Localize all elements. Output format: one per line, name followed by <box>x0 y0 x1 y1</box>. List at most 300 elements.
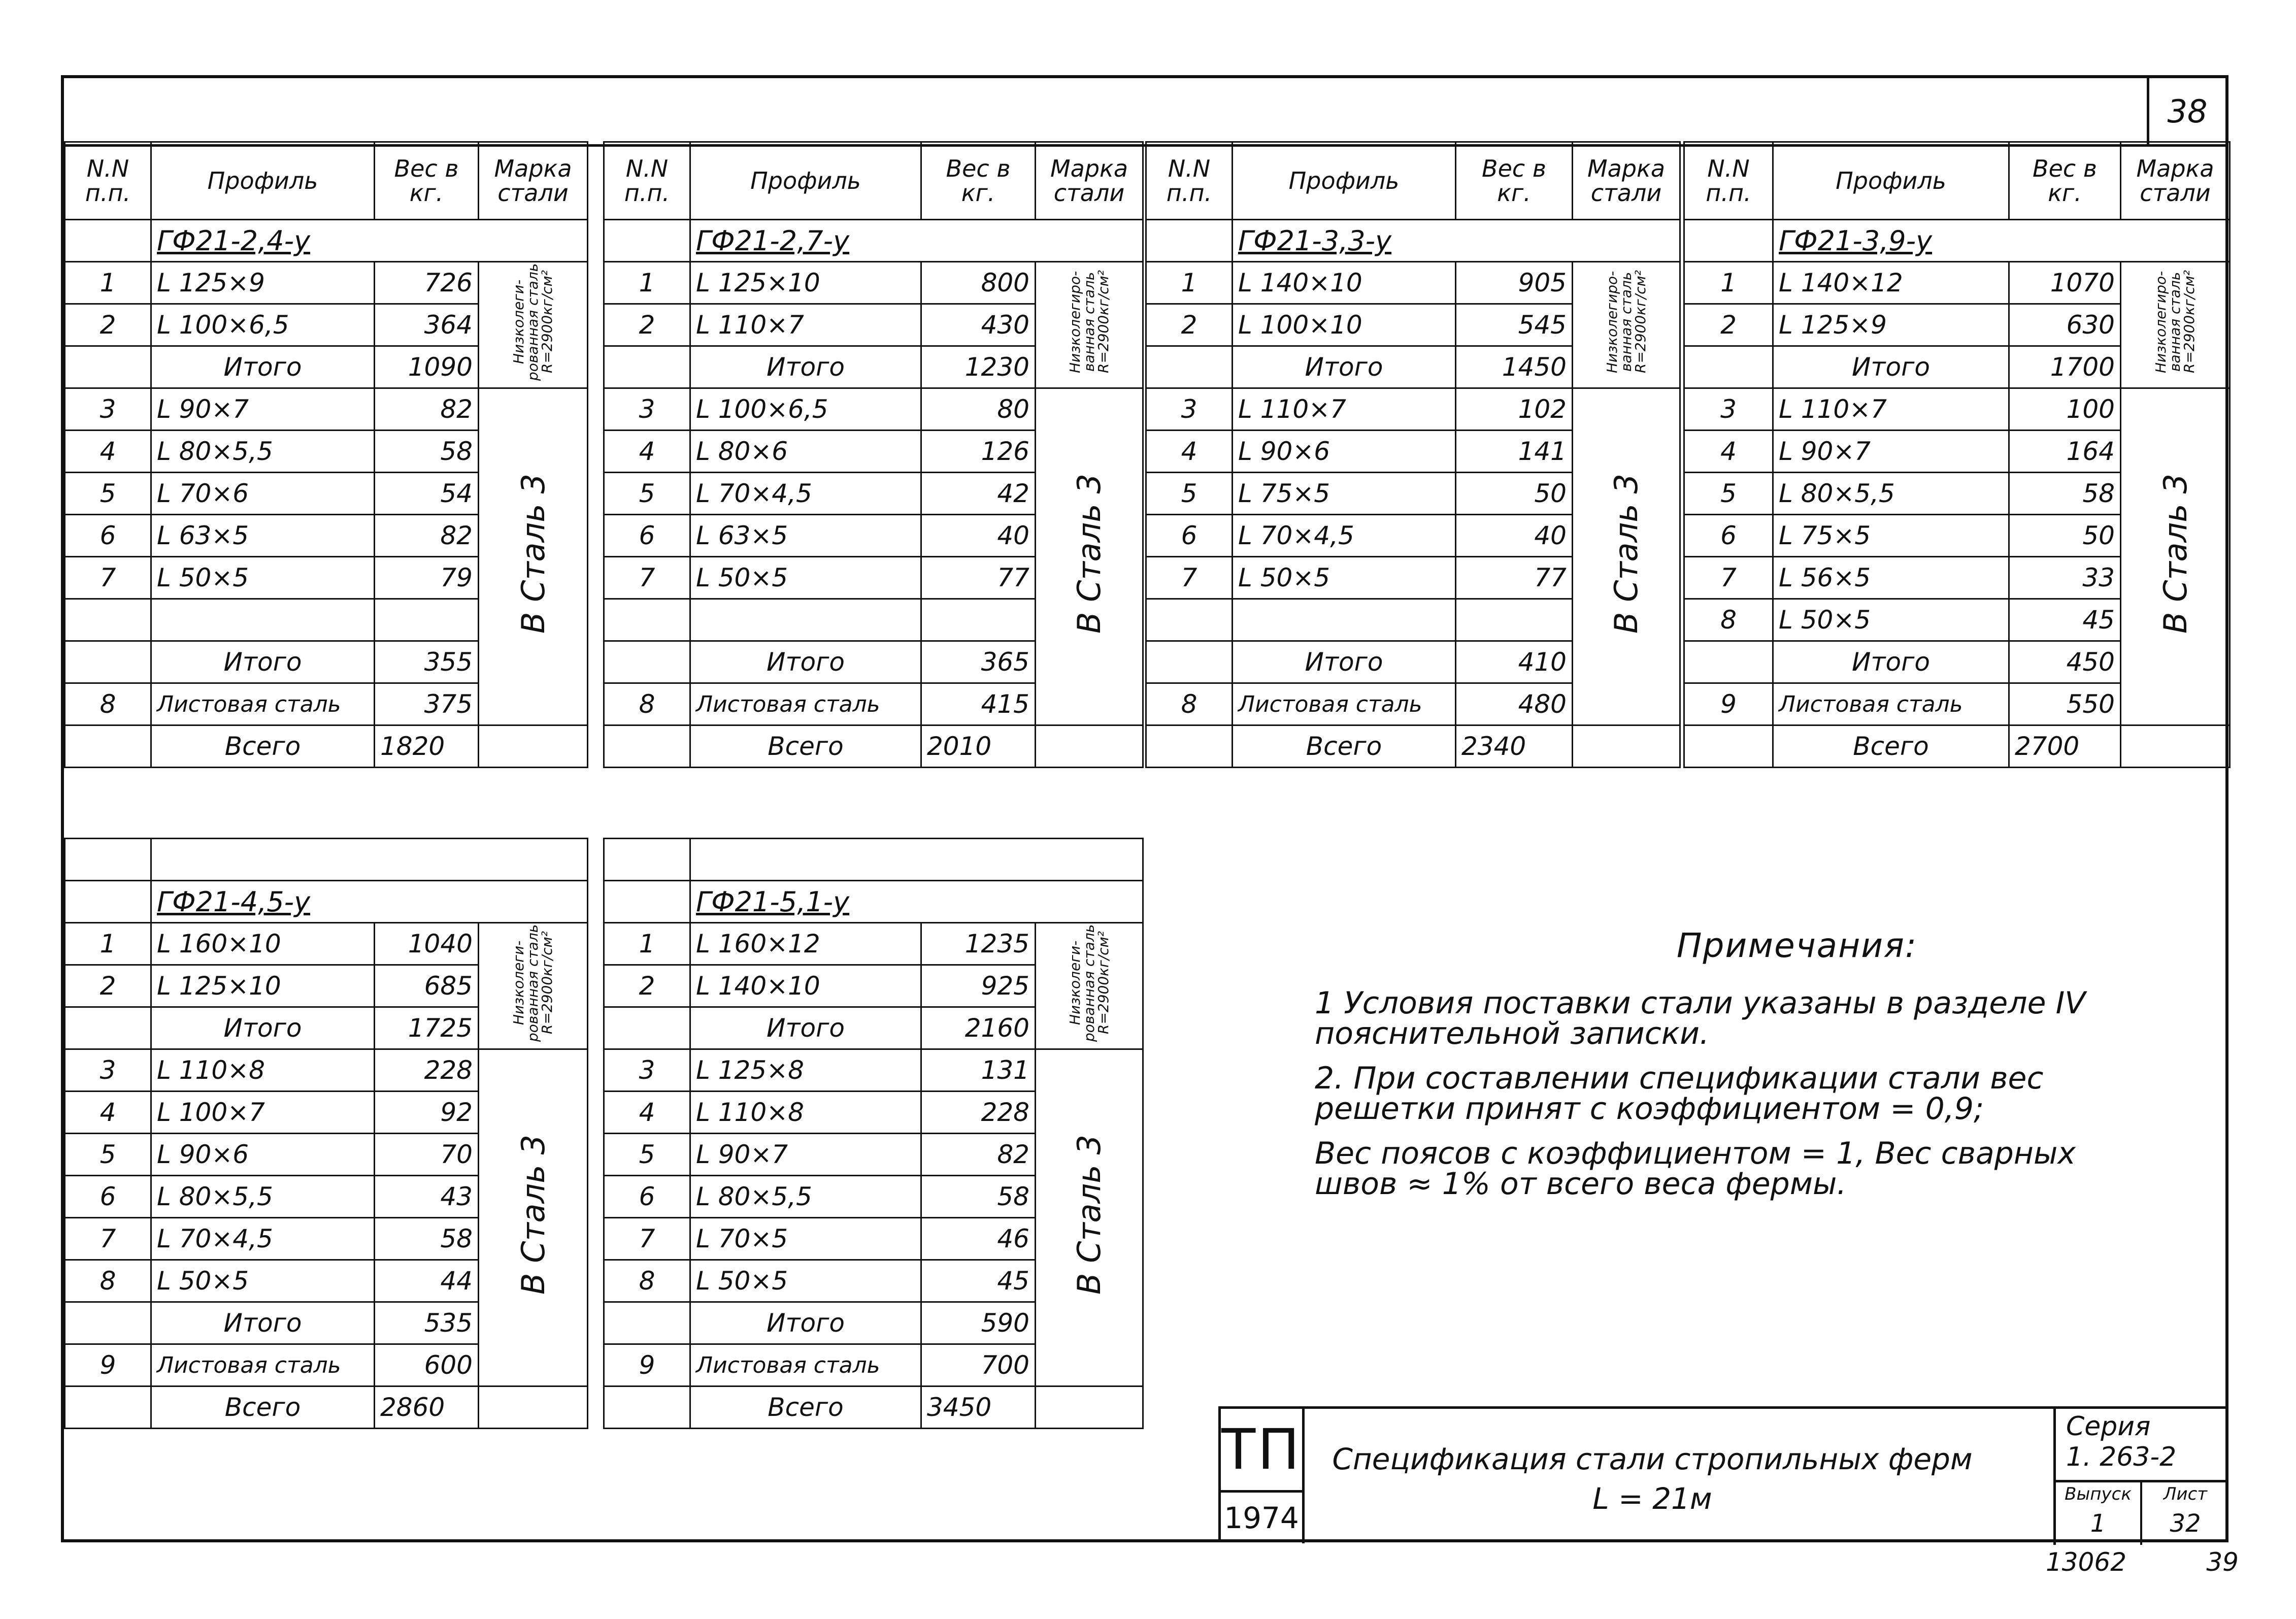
row-weight: 58 <box>921 1176 1036 1218</box>
empty-cell <box>604 1386 690 1429</box>
row-weight: 77 <box>1456 557 1573 599</box>
header-grade: Марка стали <box>2121 142 2230 220</box>
header-profile: Профиль <box>151 142 375 220</box>
row-weight: 228 <box>921 1092 1036 1134</box>
row-weight: 43 <box>375 1176 479 1218</box>
title-spacer <box>604 881 690 923</box>
grand-total-label: Всего <box>151 1386 375 1429</box>
title-spacer <box>604 220 690 262</box>
row-weight: 54 <box>375 473 479 515</box>
row-number: 6 <box>604 1176 690 1218</box>
leaf-box <box>2142 1482 2228 1545</box>
row-profile: L 140×10 <box>690 965 921 1007</box>
row-profile: L 75×5 <box>1233 473 1456 515</box>
row-weight: 630 <box>2009 304 2121 346</box>
row-number: 6 <box>1146 515 1233 557</box>
spec-table-1 <box>64 141 588 768</box>
row-profile: L 100×7 <box>151 1092 375 1134</box>
st3-grade-cell <box>2121 388 2230 725</box>
row-weight: 600 <box>375 1344 479 1386</box>
row-number: 7 <box>604 1218 690 1260</box>
row-number: 4 <box>1146 431 1233 473</box>
row-number: 4 <box>1684 431 1773 473</box>
row-number: 4 <box>65 1092 151 1134</box>
web-total-value: 355 <box>375 641 479 683</box>
sheet-number: 38 <box>2147 78 2225 147</box>
st3-grade: В Сталь 3 <box>514 1135 552 1295</box>
web-total-value: 535 <box>375 1302 479 1344</box>
st3-grade-cell <box>1036 1049 1143 1386</box>
spec-table-3 <box>1145 141 1681 768</box>
row-profile: L 50×5 <box>151 557 375 599</box>
row-number: 5 <box>604 1134 690 1176</box>
web-total-label: Итого <box>1233 641 1456 683</box>
empty-cell <box>1684 641 1773 683</box>
row-profile: L 100×6,5 <box>690 388 921 431</box>
row-profile: L 90×7 <box>151 388 375 431</box>
row-profile: L 110×8 <box>151 1049 375 1092</box>
row-weight: 228 <box>375 1049 479 1092</box>
header-no: N.N п.п. <box>1684 142 1773 220</box>
row-number: 7 <box>1684 557 1773 599</box>
row-weight: 800 <box>921 262 1036 304</box>
leaf-value: 32 <box>2170 1509 2201 1538</box>
spacer-cell <box>604 839 690 881</box>
title-spacer <box>1146 220 1233 262</box>
row-weight: 50 <box>1456 473 1573 515</box>
row-profile: L 70×4,5 <box>151 1218 375 1260</box>
row-number: 2 <box>604 965 690 1007</box>
row-weight: 42 <box>921 473 1036 515</box>
header-no: N.N п.п. <box>604 142 690 220</box>
row-weight: 141 <box>1456 431 1573 473</box>
empty-cell <box>1036 725 1143 768</box>
row-weight <box>1456 599 1573 641</box>
truss-mark: ГФ21-5,1-у <box>696 885 850 918</box>
empty-cell <box>479 725 588 768</box>
row-number: 9 <box>1684 683 1773 725</box>
low-alloy-grade-cell <box>1036 262 1143 388</box>
row-profile: L 125×10 <box>151 965 375 1007</box>
issue-value: 1 <box>2090 1509 2106 1538</box>
row-profile: L 110×7 <box>690 304 921 346</box>
row-number: 4 <box>65 431 151 473</box>
mark-cell <box>690 220 1143 262</box>
row-profile: L 125×9 <box>1773 304 2009 346</box>
chord-total-value: 2160 <box>921 1007 1036 1049</box>
spacer-cell <box>151 839 588 881</box>
row-profile: L 90×7 <box>1773 431 2009 473</box>
series-value: 1. 263-2 <box>2066 1441 2177 1472</box>
grand-total-label: Всего <box>151 725 375 768</box>
mark-cell <box>151 881 588 923</box>
row-weight: 415 <box>921 683 1036 725</box>
tp-mark: ТП <box>1221 1409 1305 1493</box>
spec-table-2 <box>603 141 1144 768</box>
row-profile: L 80×5,5 <box>151 431 375 473</box>
row-profile: Листовая сталь <box>1773 683 2009 725</box>
row-number: 7 <box>1146 557 1233 599</box>
footer-codes <box>2046 1547 2239 1577</box>
st3-grade-cell <box>479 1049 588 1386</box>
low-alloy-grade: Низколегиро-ванная сталь R=2900кг/см² <box>2152 270 2198 374</box>
spacer-cell <box>65 839 151 881</box>
grand-total-label: Всего <box>1773 725 2009 768</box>
web-total-value: 410 <box>1456 641 1573 683</box>
row-profile: Листовая сталь <box>690 1344 921 1386</box>
row-weight: 100 <box>2009 388 2121 431</box>
row-number: 5 <box>65 473 151 515</box>
row-profile: L 100×6,5 <box>151 304 375 346</box>
grand-total-value: 3450 <box>921 1386 1036 1429</box>
row-profile: L 110×7 <box>1773 388 2009 431</box>
grand-total-value: 2340 <box>1456 725 1573 768</box>
truss-mark: ГФ21-3,9-у <box>1779 224 1933 257</box>
header-grade: Марка стали <box>1573 142 1680 220</box>
note-2: 2. При составлении спецификации стали вес решетки принят с коэффициентом = 0,9; <box>1315 1061 2044 1127</box>
low-alloy-grade-cell <box>1573 262 1680 388</box>
row-profile <box>151 599 375 641</box>
empty-cell <box>604 725 690 768</box>
stamp-year: 1974 <box>1221 1493 1305 1543</box>
spec-table-6 <box>603 838 1144 1429</box>
mark-cell <box>1773 220 2230 262</box>
issue-box <box>2053 1482 2142 1545</box>
chord-total-value: 1090 <box>375 346 479 388</box>
archive-code: 13062 <box>2046 1547 2127 1577</box>
leaf-label: Лист <box>2163 1484 2208 1504</box>
row-profile: L 80×6 <box>690 431 921 473</box>
title-spacer <box>65 881 151 923</box>
low-alloy-grade-cell <box>479 262 588 388</box>
row-number: 7 <box>604 557 690 599</box>
row-weight: 925 <box>921 965 1036 1007</box>
truss-mark: ГФ21-4,5-у <box>157 885 311 918</box>
title-spacer <box>65 220 151 262</box>
low-alloy-grade: Низколеги-рованная сталь R=2900кг/см² <box>510 924 555 1042</box>
grand-total-value: 2700 <box>2009 725 2121 768</box>
row-weight: 40 <box>1456 515 1573 557</box>
chord-total-label: Итого <box>151 346 375 388</box>
row-profile: L 110×7 <box>1233 388 1456 431</box>
web-total-label: Итого <box>151 1302 375 1344</box>
low-alloy-grade: Низколегиро-ванная сталь R=2900кг/см² <box>1603 270 1649 374</box>
header-profile: Профиль <box>1233 142 1456 220</box>
row-number: 5 <box>1684 473 1773 515</box>
row-number: 7 <box>65 1218 151 1260</box>
row-weight: 33 <box>2009 557 2121 599</box>
row-profile: L 140×12 <box>1773 262 2009 304</box>
row-number: 3 <box>65 388 151 431</box>
row-number: 2 <box>65 965 151 1007</box>
row-number: 3 <box>1146 388 1233 431</box>
row-profile: L 70×6 <box>151 473 375 515</box>
row-weight: 126 <box>921 431 1036 473</box>
row-number: 1 <box>1146 262 1233 304</box>
row-profile: L 125×9 <box>151 262 375 304</box>
web-total-value: 365 <box>921 641 1036 683</box>
row-profile: L 100×10 <box>1233 304 1456 346</box>
row-number: 9 <box>604 1344 690 1386</box>
truss-mark: ГФ21-3,3-у <box>1238 224 1392 257</box>
row-profile <box>690 599 921 641</box>
row-profile: L 80×5,5 <box>151 1176 375 1218</box>
low-alloy-grade: Низколеги-рованная сталь R=2900кг/см² <box>510 263 555 381</box>
row-number: 8 <box>604 1260 690 1302</box>
title-block <box>1218 1406 2228 1542</box>
row-profile: Листовая сталь <box>151 1344 375 1386</box>
grand-total-value: 2860 <box>375 1386 479 1429</box>
header-weight: Вес в кг. <box>1456 142 1573 220</box>
grand-total-value: 1820 <box>375 725 479 768</box>
row-weight: 905 <box>1456 262 1573 304</box>
page-number: 39 <box>2206 1547 2239 1577</box>
st3-grade: В Сталь 3 <box>2156 474 2194 634</box>
grand-total-label: Всего <box>1233 725 1456 768</box>
empty-cell <box>65 1386 151 1429</box>
row-profile: L 90×6 <box>1233 431 1456 473</box>
row-number: 8 <box>1684 599 1773 641</box>
row-profile: L 125×8 <box>690 1049 921 1092</box>
notes-block <box>1315 926 2152 1213</box>
row-weight: 44 <box>375 1260 479 1302</box>
row-weight: 79 <box>375 557 479 599</box>
row-weight: 50 <box>2009 515 2121 557</box>
row-profile: L 50×5 <box>1773 599 2009 641</box>
row-profile: L 50×5 <box>690 557 921 599</box>
row-weight: 364 <box>375 304 479 346</box>
empty-cell <box>1146 346 1233 388</box>
low-alloy-grade-cell <box>2121 262 2230 388</box>
chord-total-value: 1700 <box>2009 346 2121 388</box>
low-alloy-grade-cell <box>1036 923 1143 1049</box>
row-number <box>65 599 151 641</box>
row-weight: 131 <box>921 1049 1036 1092</box>
row-weight: 80 <box>921 388 1036 431</box>
empty-cell <box>65 1007 151 1049</box>
row-number: 9 <box>65 1344 151 1386</box>
row-profile: L 140×10 <box>1233 262 1456 304</box>
row-weight: 46 <box>921 1218 1036 1260</box>
grand-total-value: 2010 <box>921 725 1036 768</box>
row-profile: L 125×10 <box>690 262 921 304</box>
chord-total-label: Итого <box>1773 346 2009 388</box>
row-weight: 45 <box>921 1260 1036 1302</box>
series-label: Серия <box>2066 1411 2151 1442</box>
row-weight: 82 <box>921 1134 1036 1176</box>
empty-cell <box>604 1302 690 1344</box>
row-weight: 1070 <box>2009 262 2121 304</box>
row-number: 1 <box>604 262 690 304</box>
row-number: 6 <box>65 1176 151 1218</box>
row-number: 2 <box>604 304 690 346</box>
st3-grade: В Сталь 3 <box>1071 474 1108 634</box>
row-weight: 92 <box>375 1092 479 1134</box>
low-alloy-grade-cell <box>479 923 588 1049</box>
row-profile: Листовая сталь <box>690 683 921 725</box>
header-profile: Профиль <box>690 142 921 220</box>
row-number: 3 <box>604 388 690 431</box>
row-number: 5 <box>65 1134 151 1176</box>
row-weight: 77 <box>921 557 1036 599</box>
empty-cell <box>1146 725 1233 768</box>
row-number: 8 <box>604 683 690 725</box>
web-total-value: 450 <box>2009 641 2121 683</box>
row-number: 2 <box>1146 304 1233 346</box>
chord-total-label: Итого <box>151 1007 375 1049</box>
row-weight: 1040 <box>375 923 479 965</box>
header-grade: Марка стали <box>1036 142 1143 220</box>
row-profile: L 70×5 <box>690 1218 921 1260</box>
web-total-label: Итого <box>151 641 375 683</box>
row-weight: 700 <box>921 1344 1036 1386</box>
header-no: N.N п.п. <box>65 142 151 220</box>
web-total-label: Итого <box>1773 641 2009 683</box>
row-weight: 102 <box>1456 388 1573 431</box>
notes-heading: Примечания: <box>1676 926 1918 965</box>
row-weight: 70 <box>375 1134 479 1176</box>
spacer-cell <box>690 839 1143 881</box>
empty-cell <box>604 346 690 388</box>
row-number: 1 <box>1684 262 1773 304</box>
note-1: 1 Условия поставки стали указаны в разделе IV пояснительной записки. <box>1315 985 2086 1051</box>
st3-grade: В Сталь 3 <box>514 474 552 634</box>
web-total-label: Итого <box>690 1302 921 1344</box>
empty-cell <box>1036 1386 1143 1429</box>
row-weight: 726 <box>375 262 479 304</box>
row-number: 4 <box>604 1092 690 1134</box>
row-weight <box>375 599 479 641</box>
row-weight: 40 <box>921 515 1036 557</box>
row-profile: L 75×5 <box>1773 515 2009 557</box>
empty-cell <box>65 346 151 388</box>
row-number: 5 <box>604 473 690 515</box>
series-box <box>2053 1409 2228 1482</box>
row-profile: L 63×5 <box>151 515 375 557</box>
empty-cell <box>1684 346 1773 388</box>
row-number: 1 <box>65 262 151 304</box>
row-weight: 480 <box>1456 683 1573 725</box>
row-weight: 58 <box>375 431 479 473</box>
empty-cell <box>479 1386 588 1429</box>
row-weight: 545 <box>1456 304 1573 346</box>
chord-total-label: Итого <box>690 346 921 388</box>
row-profile: L 90×6 <box>151 1134 375 1176</box>
note-3: Вес поясов с коэффициентом = 1, Вес сварных швов ≈ 1% от всего веса фермы. <box>1315 1136 2076 1202</box>
row-weight: 1235 <box>921 923 1036 965</box>
title-spacer <box>1684 220 1773 262</box>
empty-cell <box>65 641 151 683</box>
row-weight: 58 <box>375 1218 479 1260</box>
row-profile <box>1233 599 1456 641</box>
st3-grade: В Сталь 3 <box>1608 474 1645 634</box>
row-weight: 164 <box>2009 431 2121 473</box>
truss-mark: ГФ21-2,4-у <box>157 224 311 257</box>
row-profile: L 160×12 <box>690 923 921 965</box>
row-weight: 82 <box>375 388 479 431</box>
drawing-title-line2: L = 21м <box>1592 1481 1712 1516</box>
row-number: 2 <box>1684 304 1773 346</box>
header-profile: Профиль <box>1773 142 2009 220</box>
row-number <box>604 599 690 641</box>
row-profile: L 50×5 <box>690 1260 921 1302</box>
row-number: 1 <box>604 923 690 965</box>
empty-cell <box>1684 725 1773 768</box>
empty-cell <box>1146 641 1233 683</box>
header-weight: Вес в кг. <box>921 142 1036 220</box>
row-number: 5 <box>1146 473 1233 515</box>
empty-cell <box>604 641 690 683</box>
truss-mark: ГФ21-2,7-у <box>696 224 850 257</box>
row-profile: L 160×10 <box>151 923 375 965</box>
low-alloy-grade: Низколегиро-ванная сталь R=2900кг/см² <box>1066 270 1112 374</box>
row-weight: 685 <box>375 965 479 1007</box>
row-profile: L 70×4,5 <box>690 473 921 515</box>
mark-cell <box>151 220 588 262</box>
row-number: 7 <box>65 557 151 599</box>
header-no: N.N п.п. <box>1146 142 1233 220</box>
row-number <box>1146 599 1233 641</box>
chord-total-label: Итого <box>1233 346 1456 388</box>
chord-total-value: 1450 <box>1456 346 1573 388</box>
row-number: 6 <box>1684 515 1773 557</box>
row-profile: L 56×5 <box>1773 557 2009 599</box>
empty-cell <box>1573 725 1680 768</box>
row-weight: 550 <box>2009 683 2121 725</box>
empty-cell <box>65 725 151 768</box>
header-weight: Вес в кг. <box>2009 142 2121 220</box>
st3-grade-cell <box>1573 388 1680 725</box>
row-number: 6 <box>65 515 151 557</box>
row-number: 1 <box>65 923 151 965</box>
mark-cell <box>690 881 1143 923</box>
row-profile: L 70×4,5 <box>1233 515 1456 557</box>
row-profile: Листовая сталь <box>151 683 375 725</box>
empty-cell <box>65 1302 151 1344</box>
empty-cell <box>604 1007 690 1049</box>
low-alloy-grade: Низколеги-рованная сталь R=2900кг/см² <box>1066 924 1112 1042</box>
chord-total-label: Итого <box>690 1007 921 1049</box>
row-number: 8 <box>1146 683 1233 725</box>
st3-grade-cell <box>479 388 588 725</box>
row-profile: L 110×8 <box>690 1092 921 1134</box>
web-total-value: 590 <box>921 1302 1036 1344</box>
row-profile: L 80×5,5 <box>1773 473 2009 515</box>
chord-total-value: 1230 <box>921 346 1036 388</box>
row-weight: 82 <box>375 515 479 557</box>
drawing-title <box>1322 1439 1982 1519</box>
row-number: 6 <box>604 515 690 557</box>
issue-label: Выпуск <box>2065 1484 2132 1504</box>
row-weight: 45 <box>2009 599 2121 641</box>
row-weight: 375 <box>375 683 479 725</box>
row-weight: 58 <box>2009 473 2121 515</box>
empty-cell <box>2121 725 2230 768</box>
row-profile: L 63×5 <box>690 515 921 557</box>
chord-total-value: 1725 <box>375 1007 479 1049</box>
row-profile: L 50×5 <box>1233 557 1456 599</box>
grand-total-label: Всего <box>690 1386 921 1429</box>
st3-grade: В Сталь 3 <box>1071 1135 1108 1295</box>
row-number: 2 <box>65 304 151 346</box>
row-number: 8 <box>65 683 151 725</box>
mark-cell <box>1233 220 1680 262</box>
spec-table-5 <box>64 838 588 1429</box>
row-profile: L 80×5,5 <box>690 1176 921 1218</box>
spec-table-4 <box>1683 141 2231 768</box>
row-profile: L 50×5 <box>151 1260 375 1302</box>
row-number: 3 <box>1684 388 1773 431</box>
